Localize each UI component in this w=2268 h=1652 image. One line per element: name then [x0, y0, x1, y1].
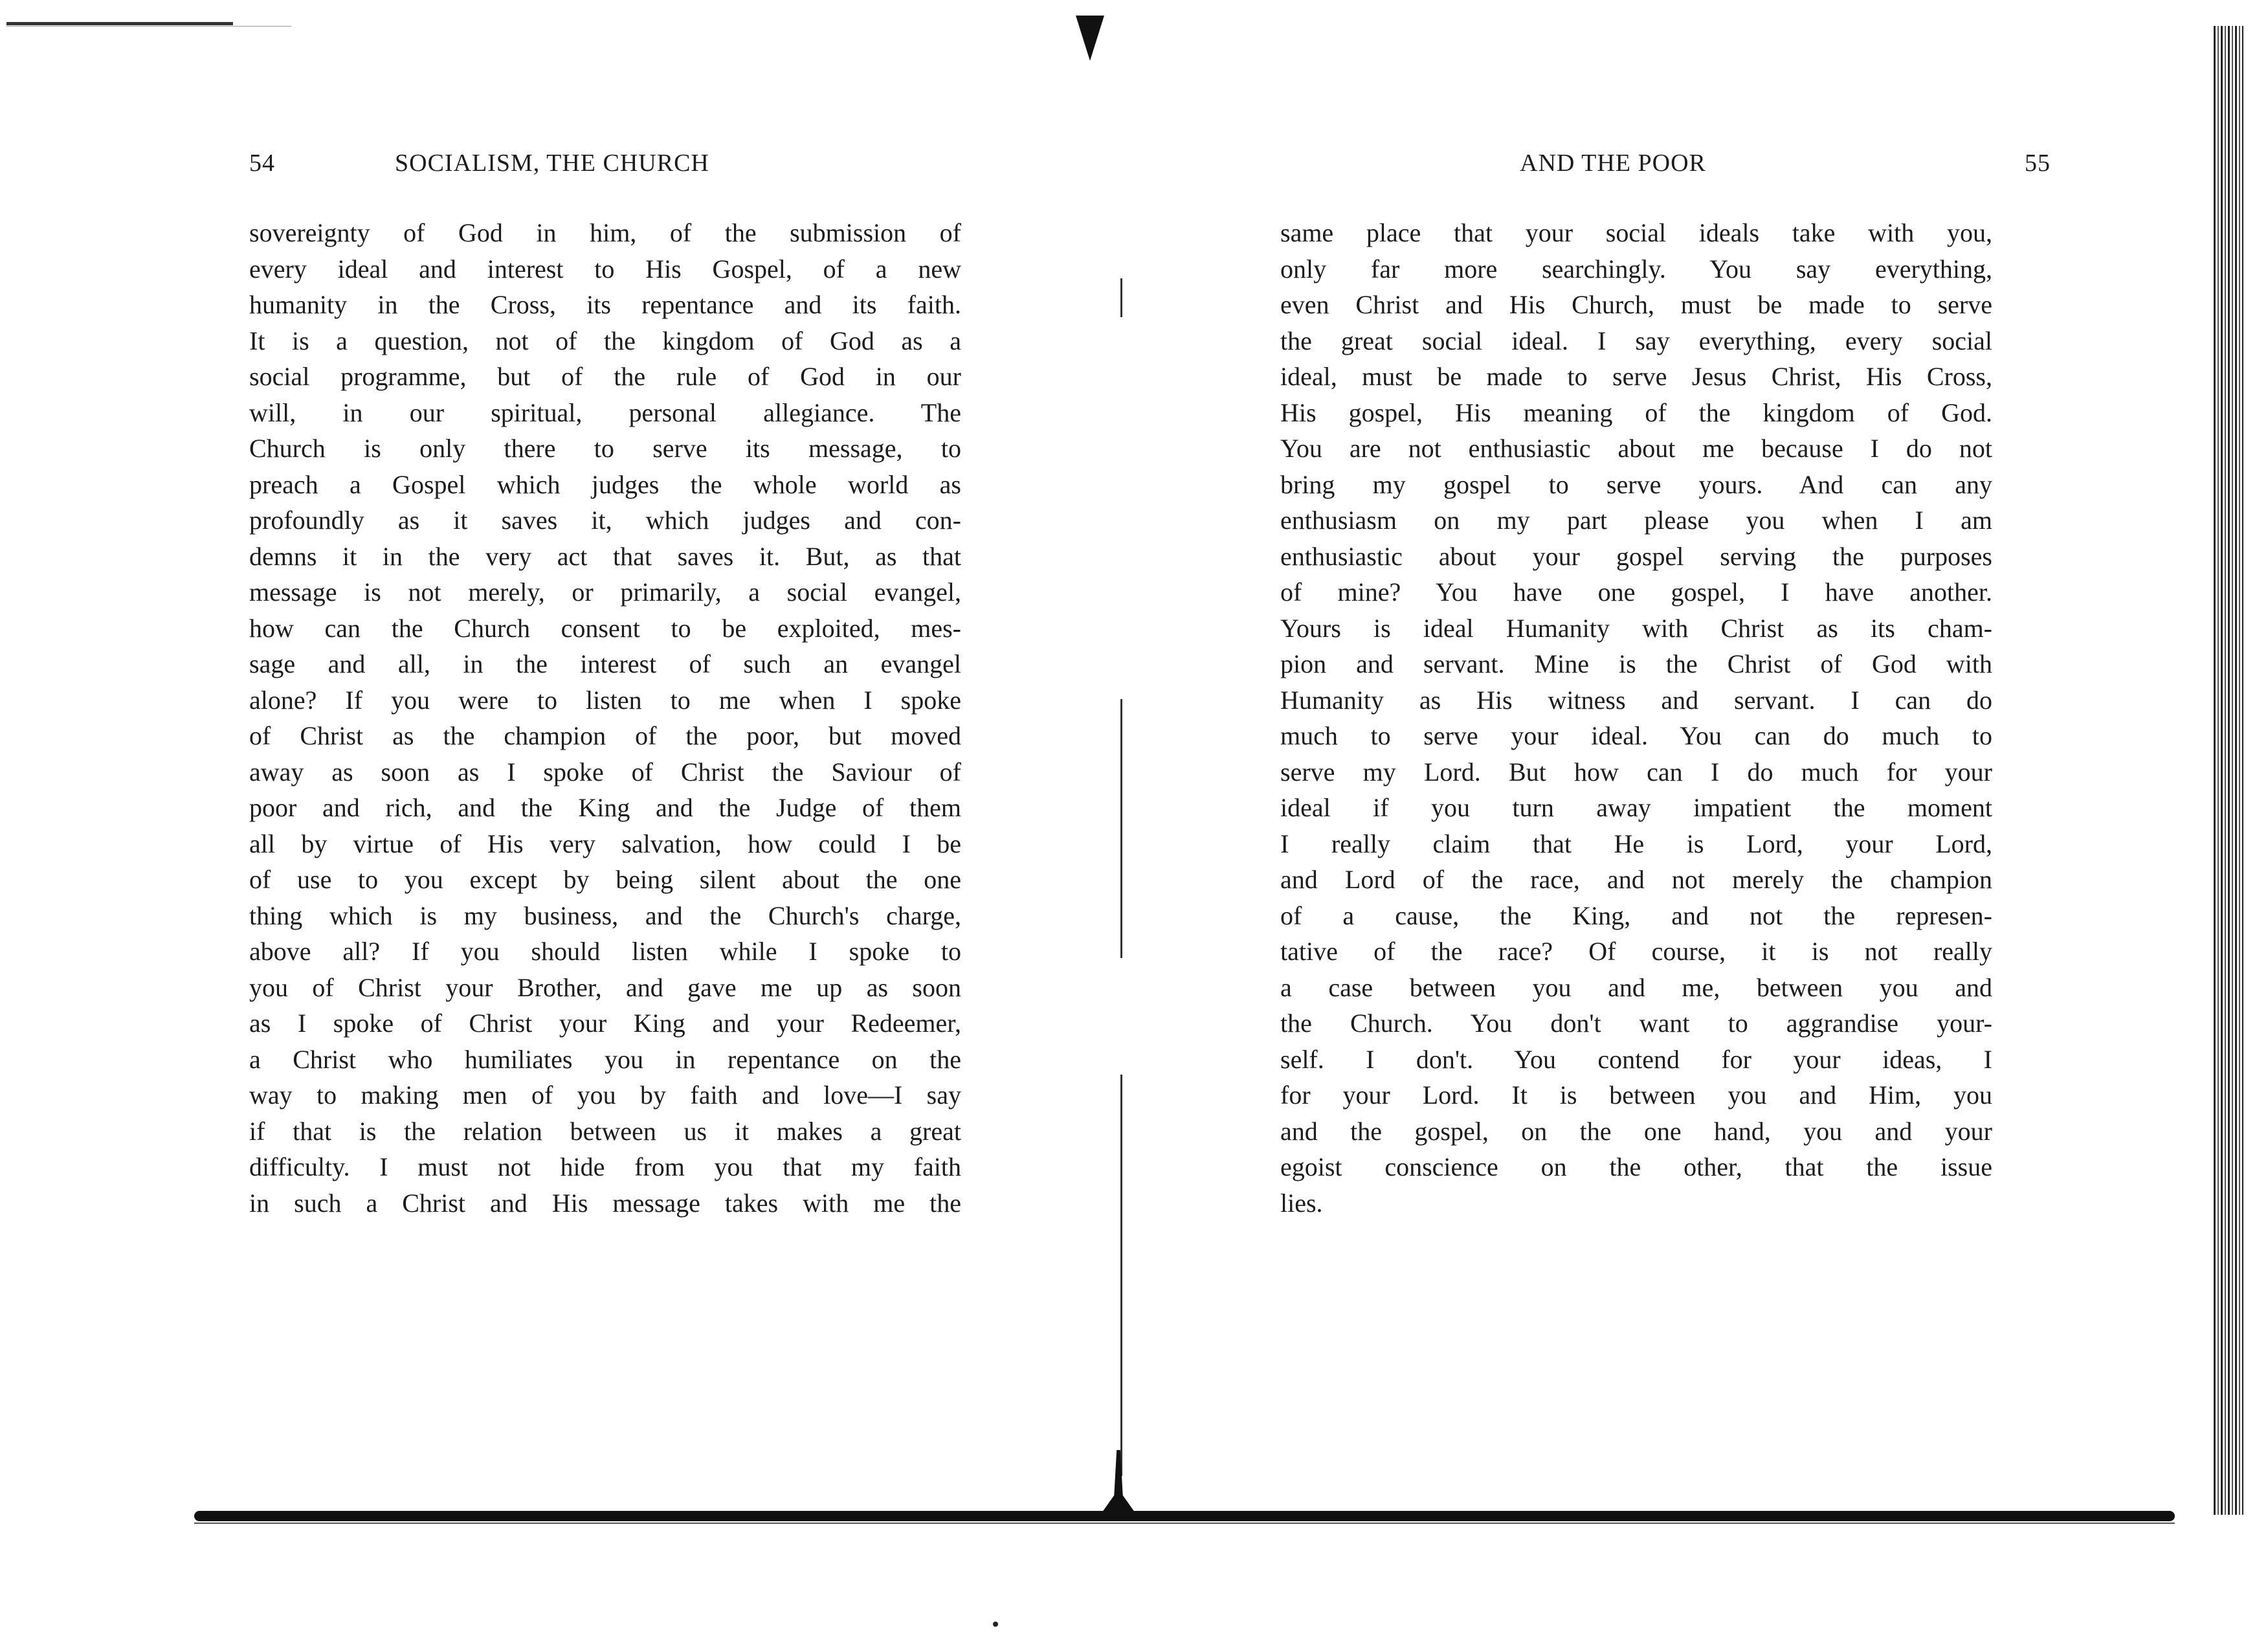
text-line: You are not enthusiastic about me because I do not [1280, 434, 1992, 463]
text-line: and the gospel, on the one hand, you and your [1280, 1116, 1992, 1146]
text-line: the great social ideal. I say everything, every social [1280, 326, 1992, 355]
text-line: as I spoke of Christ your King and your Redeemer, [249, 1009, 961, 1038]
page-number: 55 [2025, 150, 2051, 177]
page-stack-edge [2214, 26, 2243, 1515]
left-page [249, 149, 961, 1221]
page-number: 54 [249, 150, 275, 177]
text-line: tative of the race? Of course, it is not really [1280, 937, 1992, 966]
text-line: thing which is my business, and the Church's charge, [249, 900, 961, 930]
text-line: ideal if you turn away impatient the moment [1280, 793, 1992, 822]
text-line: of mine? You have one gospel, I have another. [1280, 577, 1992, 607]
text-line: of Christ as the champion of the poor, but moved [249, 721, 961, 750]
text-line: in such a Christ and His message takes with me the [249, 1188, 961, 1218]
text-line: difficulty. I must not hide from you that my faith [249, 1152, 961, 1181]
text-line: how can the Church consent to be exploited, mes- [249, 613, 961, 643]
text-line: way to making men of you by faith and love—I say [249, 1080, 961, 1110]
page-bottom-edge-line [194, 1523, 2175, 1524]
text-line: preach a Gospel which judges the whole world as [249, 469, 961, 499]
text-line: much to serve your ideal. You can do much to [1280, 721, 1992, 750]
text-line: Humanity as His witness and servant. I can do [1280, 685, 1992, 715]
right-page [1280, 149, 2051, 1221]
text-line: Church is only there to serve its message, to [249, 434, 961, 463]
text-line: ideal, must be made to serve Jesus Christ, His Cross, [1280, 362, 1992, 391]
text-line: you of Christ your Brother, and gave me up as soon [249, 972, 961, 1002]
text-line: poor and rich, and the King and the Judge of them [249, 793, 961, 822]
text-line: His gospel, His meaning of the kingdom of God. [1280, 397, 1992, 427]
gutter-line [1120, 278, 1122, 317]
text-line: social programme, but of the rule of God in our [249, 362, 961, 391]
text-line: for your Lord. It is between you and Him, you [1280, 1080, 1992, 1110]
scan-speck [993, 1622, 998, 1627]
text-line: a case between you and me, between you and [1280, 972, 1992, 1002]
text-line: pion and servant. Mine is the Christ of God with [1280, 649, 1992, 678]
text-line: will, in our spiritual, personal allegiance. The [249, 397, 961, 427]
text-line: the Church. You don't want to aggrandise your- [1280, 1009, 1992, 1038]
text-line: if that is the relation between us it makes a great [249, 1116, 961, 1146]
gutter-line [1120, 1075, 1122, 1476]
gutter-shadow-bottom [1100, 1450, 1137, 1515]
text-line: self. I don't. You contend for your ideas, I [1280, 1044, 1992, 1074]
gutter-shadow-top [1076, 16, 1104, 61]
text-line: Yours is ideal Humanity with Christ as its cham- [1280, 613, 1992, 643]
text-line: message is not merely, or primarily, a social evangel, [249, 577, 961, 607]
text-line: profoundly as it saves it, which judges and con- [249, 506, 961, 535]
text-line: of a cause, the King, and not the represen- [1280, 900, 1992, 930]
text-line: alone? If you were to listen to me when I spoke [249, 685, 961, 715]
text-line: away as soon as I spoke of Christ the Saviour of [249, 757, 961, 787]
text-line: humanity in the Cross, its repentance and its faith. [249, 290, 961, 319]
text-line: serve my Lord. But how can I do much for your [1280, 757, 1992, 787]
page-body [1280, 215, 1992, 1221]
text-line: bring my gospel to serve yours. And can any [1280, 469, 1992, 499]
running-head [1280, 149, 2051, 188]
text-line: every ideal and interest to His Gospel, of a new [249, 254, 961, 284]
text-line: I really claim that He is Lord, your Lord, [1280, 829, 1992, 858]
scan-edge-line [6, 26, 291, 27]
page-bottom-edge [194, 1511, 2175, 1521]
text-line: demns it in the very act that saves it. But, as that [249, 541, 961, 571]
text-line: and Lord of the race, and not merely the champion [1280, 865, 1992, 894]
text-line: above all? If you should listen while I spoke to [249, 937, 961, 966]
text-line: It is a question, not of the kingdom of God as a [249, 326, 961, 355]
page-body [249, 215, 961, 1221]
text-line: lies. [1280, 1188, 1323, 1218]
running-head-title: SOCIALISM, THE CHURCH [395, 150, 709, 177]
text-line: all by virtue of His very salvation, how could I be [249, 829, 961, 858]
text-line: only far more searchingly. You say everything, [1280, 254, 1992, 284]
text-line: enthusiastic about your gospel serving the purposes [1280, 541, 1992, 571]
text-line: same place that your social ideals take with you, [1280, 218, 1992, 247]
text-line: sage and all, in the interest of such an evangel [249, 649, 961, 678]
text-line: of use to you except by being silent about the one [249, 865, 961, 894]
text-line: sovereignty of God in him, of the submission of [249, 218, 961, 247]
running-head [249, 149, 961, 188]
gutter-line [1120, 699, 1122, 958]
text-line: egoist conscience on the other, that the issue [1280, 1152, 1992, 1181]
text-line: a Christ who humiliates you in repentance on the [249, 1044, 961, 1074]
text-line: even Christ and His Church, must be made to serve [1280, 290, 1992, 319]
scan-edge-mark [6, 22, 233, 25]
running-head-title: AND THE POOR [1520, 150, 1706, 177]
text-line: enthusiasm on my part please you when I am [1280, 506, 1992, 535]
